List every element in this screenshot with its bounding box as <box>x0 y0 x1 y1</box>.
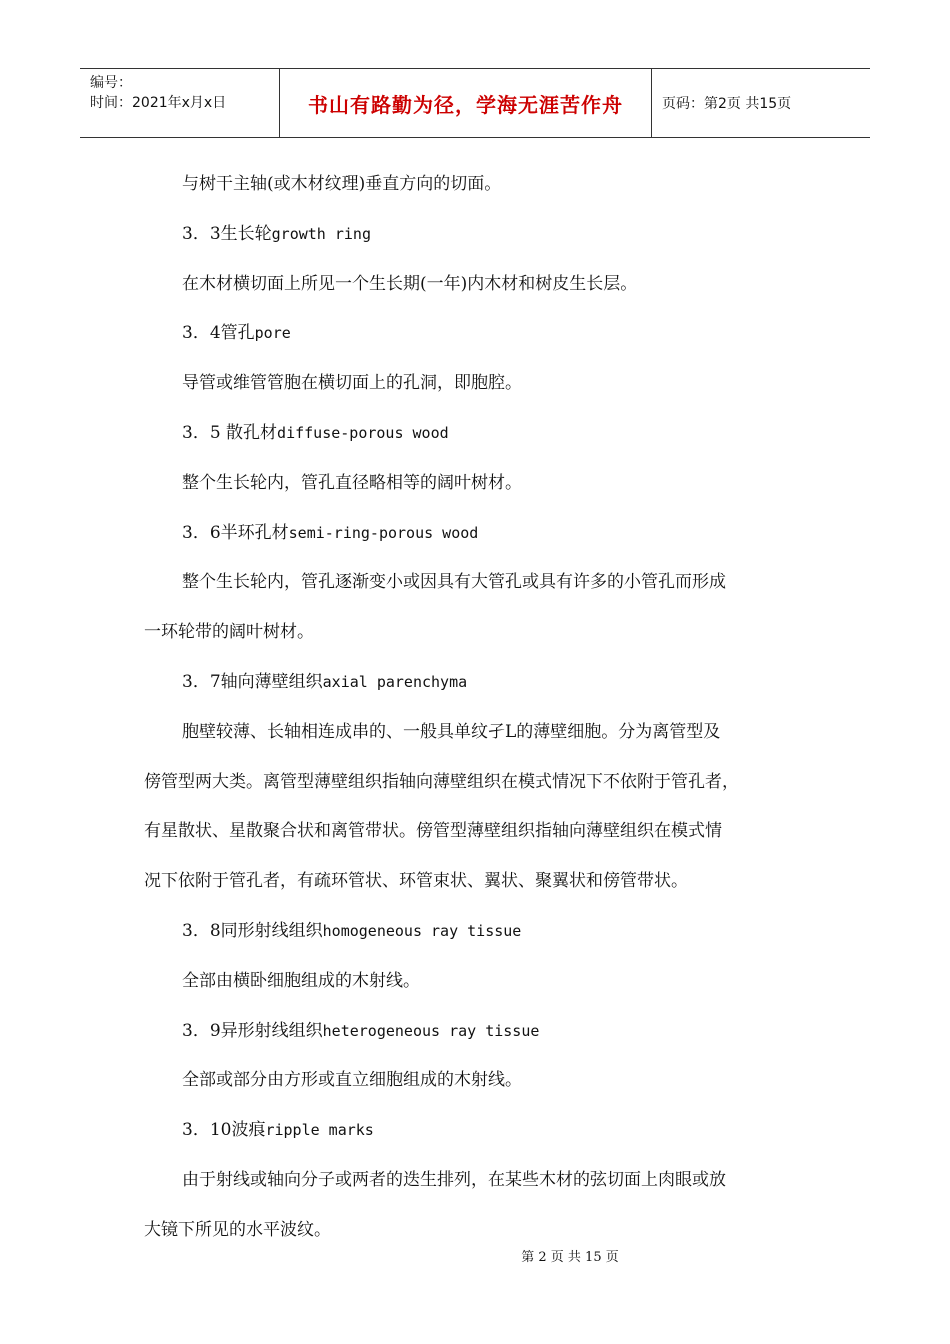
paragraph-line: 由于射线或轴向分子或两者的迭生排列，在某些木材的弦切面上肉眼或放 <box>182 1169 726 1190</box>
paragraph-line: 导管或维管管胞在横切面上的孔洞，即胞腔。 <box>182 373 522 394</box>
page-header <box>80 68 870 138</box>
term-number: 3．7 <box>182 671 221 692</box>
term-heading <box>144 907 824 957</box>
term-heading <box>144 210 824 260</box>
paragraph-line: 在木材横切面上所见一个生长期(一年)内木材和树皮生长层。 <box>182 273 638 294</box>
term-number: 3．6 <box>182 522 221 543</box>
term-english: heterogeneous ray tissue <box>322 1021 540 1040</box>
term-number: 3．8 <box>182 920 221 941</box>
term-chinese: 波痕 <box>231 1120 266 1141</box>
term-number: 3．10 <box>182 1120 232 1141</box>
paragraph-line: 整个生长轮内，管孔逐渐变小或因具有大管孔或具有许多的小管孔而形成 <box>182 572 726 593</box>
term-number: 3．5 <box>182 422 227 443</box>
term-number: 3．3 <box>182 223 221 244</box>
time-label: 时间：2021年x月x日 <box>90 95 227 111</box>
header-page-label: 页码：第2页 共15页 <box>662 96 792 112</box>
term-english: axial parenchyma <box>322 672 468 691</box>
paragraph-line: 整个生长轮内，管孔直径略相等的阔叶树材。 <box>182 472 522 493</box>
term-chinese: 生长轮 <box>220 223 272 244</box>
term-chinese: 同形射线组织 <box>220 920 323 941</box>
term-heading <box>144 509 824 559</box>
paragraph-line: 傍管型两大类。离管型薄壁组织指轴向薄壁组织在模式情况下不依附于管孔者， <box>144 771 739 792</box>
term-heading <box>144 409 824 459</box>
paragraph-line: 有星散状、星散聚合状和离管带状。傍管型薄壁组织指轴向薄壁组织在模式情 <box>144 821 722 842</box>
term-heading <box>144 658 824 708</box>
term-english: growth ring <box>271 224 371 243</box>
header-meta <box>80 69 280 137</box>
term-heading <box>144 1106 824 1156</box>
paragraph-line: 况下依附于管孔者，有疏环管状、环管束状、翼状、聚翼状和傍管带状。 <box>144 871 688 892</box>
term-chinese: 异形射线组织 <box>220 1020 323 1041</box>
term-number: 3．4 <box>182 323 221 344</box>
paragraph-line: 胞壁较薄、长轴相连成串的、一般具单纹孑L的薄壁细胞。分为离管型及 <box>182 721 721 742</box>
term-english: diffuse-porous wood <box>277 423 449 442</box>
term-chinese: 半环孔材 <box>220 522 289 543</box>
term-number: 3．9 <box>182 1020 221 1041</box>
term-chinese: 散孔材 <box>226 422 278 443</box>
term-english: semi-ring-porous wood <box>288 523 479 542</box>
term-heading <box>144 309 824 359</box>
paragraph-line: 与树干主轴(或木材纹理)垂直方向的切面。 <box>182 174 502 194</box>
term-chinese: 轴向薄壁组织 <box>220 671 323 692</box>
term-chinese: 管孔 <box>220 323 255 344</box>
term-english: pore <box>254 324 291 343</box>
number-label: 编号： <box>90 75 132 91</box>
header-motto: 书山有路勤为径，学海无涯苦作舟 <box>280 69 652 137</box>
term-english: ripple marks <box>265 1121 374 1140</box>
paragraph-line: 全部由横卧细胞组成的木射线。 <box>182 970 420 991</box>
page-footer: 第 2 页 共 15 页 <box>521 1250 619 1265</box>
document-body <box>144 160 824 1256</box>
paragraph-line: 一环轮带的阔叶树材。 <box>144 622 314 643</box>
paragraph-line: 全部或部分由方形或直立细胞组成的木射线。 <box>182 1070 522 1091</box>
term-heading <box>144 1007 824 1057</box>
paragraph-line: 大镜下所见的水平波纹。 <box>144 1219 331 1240</box>
term-english: homogeneous ray tissue <box>322 921 522 940</box>
